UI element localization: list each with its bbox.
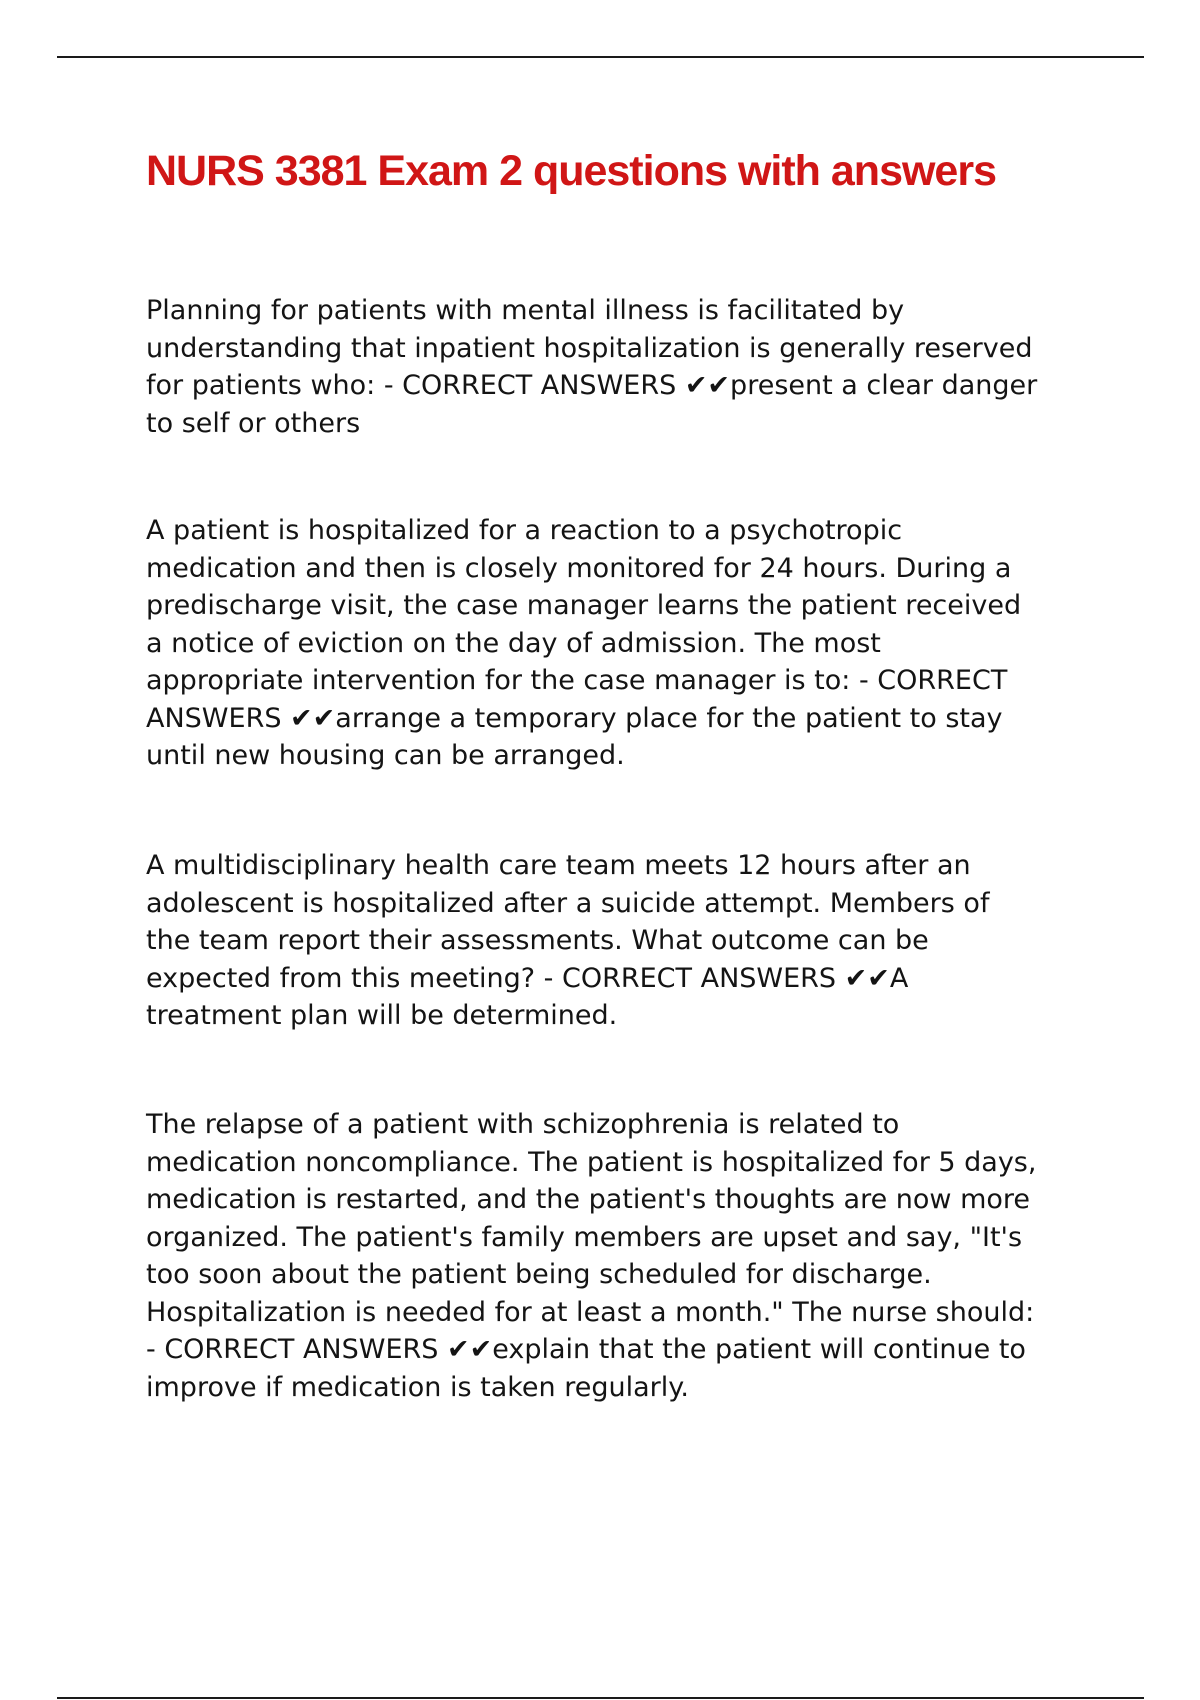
- header-rule: [57, 56, 1144, 58]
- question-answer-3: A multidisciplinary health care team meets 12 hours after an adolescent is hospitalized after a suicide attempt. Members of the team report their assessments. What outcome can be expected from this meeting? - CORRECT ANSWERS ✔✔A treatment plan will be determined.: [146, 850, 990, 1031]
- question-answer-2: A patient is hospitalized for a reaction to a psychotropic medication and then is closely monitored for 24 hours. During a predischarge visit, the case manager learns the patient received a notice of eviction on the day of admission. The most appropriate intervention for the case manager is to: - CORRECT ANSWERS ✔✔arrange a temporary place for the patient to stay until new housing can be arranged.: [146, 515, 1022, 771]
- question-answer-1: Planning for patients with mental illness is facilitated by understanding that inpatient hospitalization is generally reserved for patients who: - CORRECT ANSWERS ✔✔present a clear danger to self or others: [146, 295, 1038, 439]
- question-answer-4: The relapse of a patient with schizophrenia is related to medication noncompliance. The patient is hospitalized for 5 days, medication is restarted, and the patient's thoughts are now more organized. The patient's family members are upset and say, "It's too soon about the patient being scheduled for discharge. Hospitalization is needed for at least a month." The nurse should: - CORRECT ANSWERS ✔✔explain that the patient will continue to improve if medication is taken regularly.: [146, 1109, 1037, 1403]
- document-title: NURS 3381 Exam 2 questions with answers: [146, 147, 996, 195]
- footer-rule: [57, 1697, 1144, 1699]
